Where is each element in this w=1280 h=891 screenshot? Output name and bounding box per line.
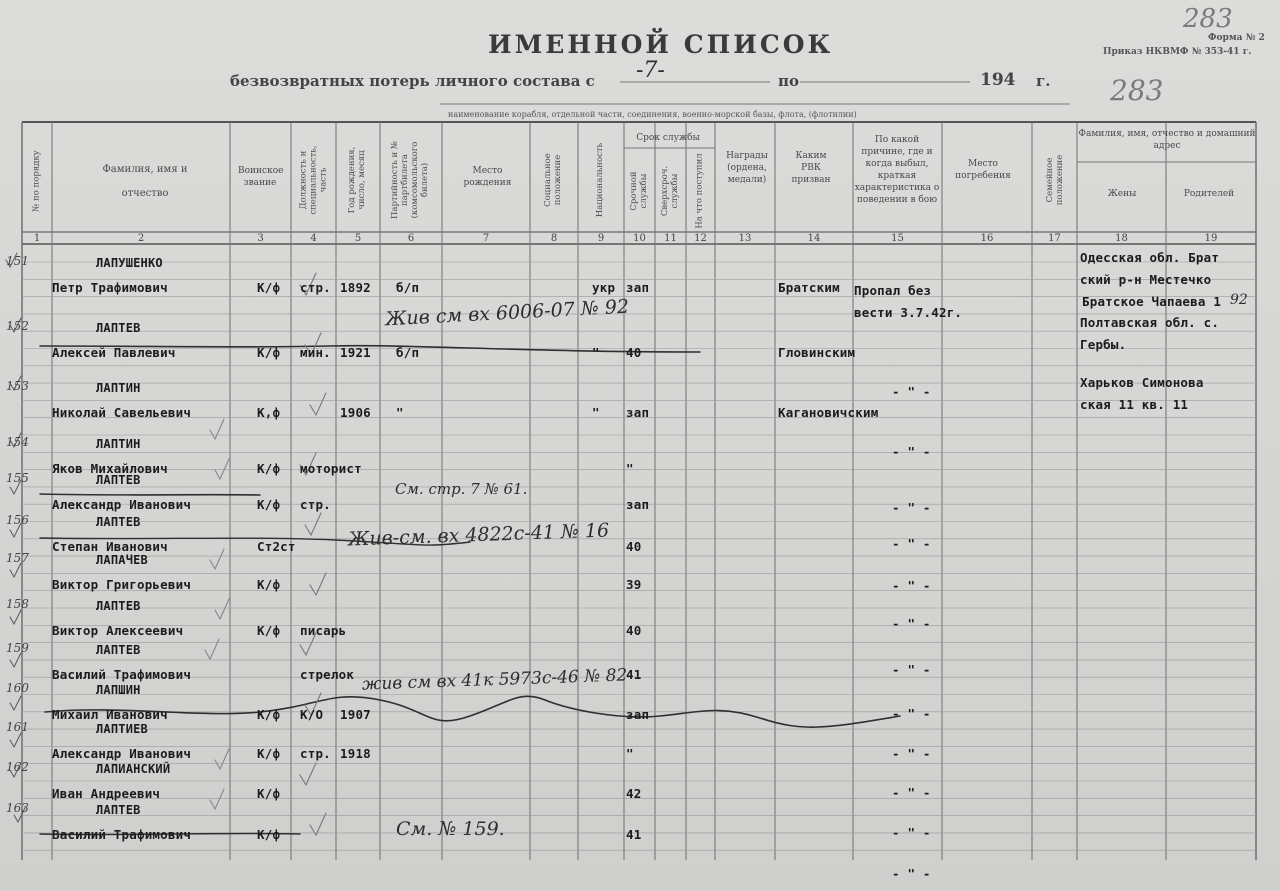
col-wife-heading: Жены (1107, 189, 1137, 199)
col-address-group-heading: Фамилия, имя, отчество и домашний адрес (1078, 129, 1256, 151)
row-reason: - " - (892, 444, 931, 459)
row-rvk: Братским (778, 280, 840, 295)
row-address-line: Братское Чапаева 1 (1082, 294, 1222, 309)
row-surname: ЛАПТЕВ (96, 515, 141, 529)
row-number: 160 (6, 681, 29, 695)
row-reason: - " - (892, 825, 931, 840)
col-service-group-heading: Срок службы (636, 133, 700, 143)
row-number: 159 (6, 641, 29, 655)
col-number-heading: № по порядку (32, 150, 42, 212)
row-number: 156 (6, 513, 29, 527)
row-service: зап (626, 497, 650, 512)
row-reason: - " - (892, 578, 931, 593)
row-position: стр. (300, 746, 331, 761)
col-service-entry-heading: На что поступил (695, 153, 705, 229)
row-rank: К/ф (257, 497, 281, 512)
row-service: зап (626, 405, 650, 420)
row-rank: К/ф (257, 461, 281, 476)
row-number: 161 (6, 720, 29, 734)
row-service: 39 (626, 577, 642, 592)
row-rvk: Кагановичским (778, 405, 879, 420)
row-service: зап (626, 280, 650, 295)
col-awards-heading: Награды (ордена, медали) (726, 151, 768, 185)
document-subtitle: безвозвратных потерь личного состава с (230, 72, 595, 90)
row-party: б/п (396, 280, 420, 295)
row-position: стр. (300, 280, 331, 295)
row-surname: ЛАПТЕВ (96, 599, 141, 613)
column-number: 2 (137, 233, 145, 244)
row-number: 157 (6, 551, 29, 565)
row-given-name: Николай Савельевич (52, 405, 192, 420)
column-number: 17 (1048, 233, 1061, 244)
order-label: Приказ НКВМФ № 353-41 г. (1103, 47, 1252, 57)
row-birth-year: 1907 (340, 707, 371, 722)
unit-caption: наименование корабля, отдельной части, соединения, военно-морской базы, флота, (флотилии) (448, 110, 857, 119)
col-nationality-heading: Национальность (595, 142, 605, 218)
col-birthplace-heading: Место рождения (463, 166, 512, 188)
row-address-line: Полтавская обл. с. (1080, 315, 1220, 330)
row-number: 158 (6, 597, 29, 611)
row-address-line: Гербы. (1080, 337, 1127, 352)
row-given-name: Степан Иванович (52, 539, 168, 554)
column-number: 1 (33, 233, 41, 244)
row-rank: К/ф (257, 707, 281, 722)
row-given-name: Михаил Иванович (52, 707, 168, 722)
row-reason: - " - (892, 536, 931, 551)
row-surname: ЛАПТИЕВ (96, 722, 148, 736)
handwritten-note: жив см вх 41к 5973с-46 № 82 (361, 665, 628, 695)
row-given-name: Виктор Григорьевич (52, 577, 192, 592)
row-rank: Ст2ст (257, 539, 296, 554)
row-party: б/п (396, 345, 420, 360)
row-rank: К/ф (257, 280, 281, 295)
row-position: К/О (300, 707, 324, 722)
column-number: 7 (482, 233, 490, 244)
row-reason: - " - (892, 746, 931, 761)
row-service: 41 (626, 667, 642, 682)
row-address-line: Одесская обл. Брат (1080, 250, 1220, 265)
row-reason: - " - (892, 866, 931, 881)
row-rank: К/ф (257, 827, 281, 842)
row-reason: - " - (892, 785, 931, 800)
row-given-name: Александр Иванович (52, 746, 192, 761)
column-number: 6 (407, 233, 415, 244)
row-reason: - " - (892, 500, 931, 515)
row-service: " (626, 461, 634, 476)
row-given-name: Яков Михайлович (52, 461, 168, 476)
row-service: 40 (626, 623, 642, 638)
row-service: зап (626, 707, 650, 722)
row-reason: Пропал без вести 3.7.42г. (854, 283, 963, 320)
row-surname: ЛАПТЕВ (96, 643, 141, 657)
col-burial-heading: Место погребения (955, 159, 1011, 181)
page-number-side: 283 (1110, 74, 1164, 107)
date-from-value: -7- (636, 58, 665, 83)
col-rank-heading: Воинское звание (238, 166, 284, 188)
row-service: 40 (626, 539, 642, 554)
column-number: 4 (310, 233, 317, 244)
column-number: 3 (257, 233, 264, 244)
column-number: 8 (550, 233, 558, 244)
row-rank: К/ф (257, 345, 281, 360)
year-suffix: г. (1036, 72, 1051, 90)
row-number: 151 (6, 254, 29, 268)
row-address-line: ский р-н Местечко (1080, 272, 1212, 287)
column-number: 13 (738, 233, 752, 244)
row-nationality: " (592, 345, 600, 360)
row-given-name: Петр Трафимович (52, 280, 168, 295)
column-number: 18 (1115, 233, 1128, 244)
row-number: 163 (6, 801, 29, 815)
handwritten-note: См. стр. 7 № 61. (395, 480, 528, 498)
handwritten-note: Жив см вх 6006-07 № 92 (384, 295, 630, 331)
column-number: 15 (891, 233, 904, 244)
column-number: 9 (597, 233, 605, 244)
row-position: мин. (300, 345, 331, 360)
row-address-note: 92 (1230, 292, 1248, 308)
column-number: 10 (633, 233, 646, 244)
row-service: 42 (626, 786, 642, 801)
row-surname: ЛАПТЕВ (96, 321, 141, 335)
row-reason: - " - (892, 384, 931, 399)
row-position: писарь (300, 623, 347, 638)
row-rank: К/ф (257, 746, 281, 761)
row-position: стрелок (300, 667, 355, 682)
col-service-regular-heading: Срочной службы (629, 171, 649, 211)
row-number: 152 (6, 319, 29, 333)
form-label: Форма № 2 (1208, 33, 1265, 43)
row-surname: ЛАПТИН (96, 381, 141, 395)
column-number: 11 (664, 233, 677, 244)
row-given-name: Василий Трафимович (52, 667, 192, 682)
row-rank: К,ф (257, 405, 281, 420)
column-number: 19 (1204, 233, 1218, 244)
row-rank: К/ф (257, 786, 281, 801)
row-position: стр. (300, 497, 331, 512)
column-number: 16 (980, 233, 994, 244)
row-service: 40 (626, 345, 642, 360)
row-surname: ЛАПШИН (96, 683, 141, 697)
row-birth-year: 1892 (340, 280, 371, 295)
row-surname: ЛАПУШЕНКО (96, 256, 163, 270)
row-rank: К/ф (257, 577, 281, 592)
row-given-name: Виктор Алексеевич (52, 623, 184, 638)
row-surname: ЛАПТИН (96, 437, 141, 451)
document-title: ИМЕННОЙ СПИСОК (488, 30, 834, 59)
row-surname: ЛАПАЧЕВ (96, 553, 148, 567)
page-number-top: 283 (1183, 4, 1233, 34)
row-rvk: Гловинским (778, 345, 856, 360)
row-party: " (396, 405, 404, 420)
col-parents-heading: Родителей (1183, 189, 1235, 199)
year-label: 194 (980, 70, 1016, 90)
column-number: 14 (807, 233, 821, 244)
row-given-name: Иван Андреевич (52, 786, 161, 801)
row-position: моторист (300, 461, 362, 476)
row-reason: - " - (892, 706, 931, 721)
row-number: 162 (6, 760, 29, 774)
row-given-name: Александр Иванович (52, 497, 192, 512)
row-given-name: Алексей Павлевич (52, 345, 176, 360)
column-number: 5 (354, 233, 362, 244)
row-reason: - " - (892, 616, 931, 631)
row-birth-year: 1921 (340, 345, 371, 360)
row-surname: ЛАПИАНСКИЙ (96, 762, 171, 776)
row-surname: ЛАПТЕВ (96, 803, 141, 817)
col-name-heading: Фамилия, имя и отчество (102, 164, 188, 199)
row-birth-year: 1918 (340, 746, 371, 761)
row-rank: К/ф (257, 623, 281, 638)
row-birth-year: 1906 (340, 405, 371, 420)
handwritten-note: Жив-см. вх 4822с-41 № 16 (347, 519, 610, 551)
row-number: 155 (6, 471, 29, 485)
col-party-heading: Партийность и № партбилета (комсомольского билета) (390, 141, 430, 219)
date-to-label: по (778, 72, 799, 90)
row-number: 154 (6, 435, 29, 449)
row-reason: - " - (892, 662, 931, 677)
col-birthyear-heading: Год рождения, число, месяц (347, 146, 367, 214)
col-family-heading: Семейное положение (1045, 154, 1065, 206)
row-address-line: Харьков Симонова (1080, 375, 1204, 390)
row-given-name: Василий Трафимович (52, 827, 192, 842)
col-reason-heading: По какой причине, где и когда выбыл, краткая характеристика о поведении в бою (854, 135, 940, 205)
column-number: 12 (694, 233, 707, 244)
col-position-heading: Должность и специальность, часть (298, 145, 328, 215)
row-service: 41 (626, 827, 642, 842)
col-service-extended-heading: Сверхсроч. службы (660, 165, 680, 217)
col-rvk-heading: Каким РВК призван (791, 151, 831, 185)
row-address-line: ская 11 кв. 11 (1080, 397, 1189, 412)
row-nationality: " (592, 405, 600, 420)
col-social-heading: Социальное положение (543, 153, 563, 207)
row-surname: ЛАПТЕВ (96, 473, 141, 487)
row-nationality: укр (592, 280, 616, 295)
handwritten-note: См. № 159. (396, 818, 505, 840)
row-service: " (626, 746, 634, 761)
row-number: 153 (6, 379, 29, 393)
